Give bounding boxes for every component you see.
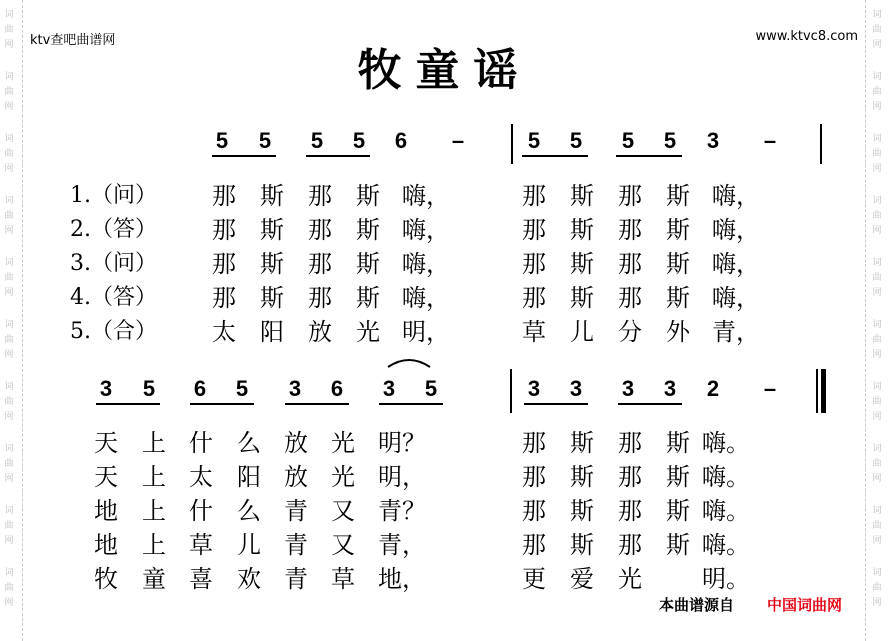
lyric-char: 青 bbox=[284, 497, 308, 525]
side-watermark: 词 曲 网 bbox=[4, 196, 14, 236]
lyric-char: 那 bbox=[618, 250, 642, 278]
side-watermark: 词 曲 网 bbox=[872, 444, 882, 484]
lyric-char: 地 bbox=[94, 531, 118, 559]
lyric-char: 什 bbox=[189, 497, 213, 525]
lyric-char: 那 bbox=[522, 497, 546, 525]
lyric-char: 那 bbox=[618, 463, 642, 491]
lyric-char: 嗨 bbox=[402, 216, 426, 244]
jianpu-note: 5 bbox=[621, 128, 635, 153]
lyric-char: 牧 bbox=[94, 565, 118, 593]
lyric-char: 嗨 bbox=[712, 250, 736, 278]
lyric-char: 欢 bbox=[237, 565, 261, 593]
lyric-char: 那 bbox=[212, 250, 236, 278]
lyric-char: 青 bbox=[284, 565, 308, 593]
lyric-char: 嗨 bbox=[712, 284, 736, 312]
side-watermark: 词 曲 网 bbox=[4, 506, 14, 546]
lyric-char: 斯 bbox=[570, 284, 594, 312]
jianpu-note: 6 bbox=[193, 376, 207, 401]
jianpu-note: 5 bbox=[310, 128, 324, 153]
lyric-punct: ？ bbox=[402, 429, 426, 457]
eighth-note-underline bbox=[522, 155, 588, 157]
side-watermark: 词 曲 网 bbox=[4, 568, 14, 608]
side-watermark: 词 曲 网 bbox=[4, 382, 14, 422]
side-watermark: 词 曲 网 bbox=[872, 568, 882, 608]
lyric-punct: ， bbox=[426, 182, 450, 210]
side-watermark: 词 曲 网 bbox=[4, 134, 14, 174]
lyric-char: 儿 bbox=[570, 318, 594, 346]
lyric-char: 斯 bbox=[570, 182, 594, 210]
side-watermark: 词 曲 网 bbox=[872, 320, 882, 360]
final-barline-thin bbox=[816, 369, 818, 413]
lyric-char: 斯 bbox=[666, 429, 690, 457]
lyric-punct: ， bbox=[402, 463, 426, 491]
lyric-char: 那 bbox=[522, 463, 546, 491]
jianpu-note: 6 bbox=[330, 376, 344, 401]
jianpu-note: 3 bbox=[621, 376, 635, 401]
lyric-char: 那 bbox=[522, 531, 546, 559]
lyric-char: 上 bbox=[142, 497, 166, 525]
verse-label: 4.（答） bbox=[70, 285, 157, 310]
jianpu-note: 5 bbox=[569, 128, 583, 153]
lyric-char: 上 bbox=[142, 531, 166, 559]
lyric-char: 那 bbox=[522, 216, 546, 244]
jianpu-note: 5 bbox=[527, 128, 541, 153]
lyric-punct: ， bbox=[736, 284, 760, 312]
lyric-char: 那 bbox=[308, 250, 332, 278]
lyric-char: 那 bbox=[522, 284, 546, 312]
side-watermark: 词 曲 网 bbox=[4, 10, 14, 50]
song-title: 牧童谣 bbox=[357, 45, 532, 96]
lyric-char: 光 bbox=[331, 463, 355, 491]
side-watermark: 词 曲 网 bbox=[872, 382, 882, 422]
lyric-char: 太 bbox=[212, 318, 236, 346]
lyric-char: 光 bbox=[618, 565, 642, 593]
lyric-char: 地 bbox=[378, 565, 402, 593]
lyric-punct: ， bbox=[736, 216, 760, 244]
lyric-char: 放 bbox=[308, 318, 332, 346]
lyric-char: 放 bbox=[284, 429, 308, 457]
jianpu-note: 3 bbox=[663, 376, 677, 401]
lyric-char: 斯 bbox=[570, 531, 594, 559]
lyric-char: 儿 bbox=[237, 531, 261, 559]
lyric-char: 那 bbox=[618, 497, 642, 525]
lyric-char: 那 bbox=[212, 216, 236, 244]
lyric-char: 爱 bbox=[570, 565, 594, 593]
lyric-char: 草 bbox=[522, 318, 546, 346]
lyric-char: 太 bbox=[189, 463, 213, 491]
lyric-char: 什 bbox=[189, 429, 213, 457]
lyric-char: 斯 bbox=[570, 216, 594, 244]
side-watermark: 词 曲 网 bbox=[872, 196, 882, 236]
lyric-char: 嗨 bbox=[702, 531, 726, 559]
lyric-char: 那 bbox=[618, 284, 642, 312]
barline bbox=[511, 124, 513, 164]
lyric-char: 斯 bbox=[570, 250, 594, 278]
lyric-char: 那 bbox=[308, 216, 332, 244]
lyric-char: 又 bbox=[331, 497, 355, 525]
lyric-char: 草 bbox=[189, 531, 213, 559]
lyric-punct: ， bbox=[736, 182, 760, 210]
lyric-char: 么 bbox=[237, 497, 261, 525]
lyric-punct: ， bbox=[426, 284, 450, 312]
lyric-char: 斯 bbox=[666, 250, 690, 278]
lyric-char: 草 bbox=[331, 565, 355, 593]
eighth-note-underline bbox=[379, 403, 443, 405]
lyric-char: 斯 bbox=[356, 216, 380, 244]
lyric-char: 那 bbox=[212, 182, 236, 210]
lyric-char: 斯 bbox=[260, 182, 284, 210]
lyric-char: 童 bbox=[142, 565, 166, 593]
jianpu-note: 6 bbox=[394, 128, 408, 153]
lyric-char: 青 bbox=[712, 318, 736, 346]
jianpu-note: – bbox=[763, 376, 777, 401]
lyric-punct: 。 bbox=[726, 497, 750, 525]
lyric-char: 嗨 bbox=[712, 216, 736, 244]
eighth-note-underline bbox=[212, 155, 276, 157]
jianpu-note: 3 bbox=[527, 376, 541, 401]
lyric-char: 天 bbox=[94, 429, 118, 457]
lyric-char: 天 bbox=[94, 463, 118, 491]
jianpu-note: 5 bbox=[663, 128, 677, 153]
lyric-char: 光 bbox=[356, 318, 380, 346]
lyric-punct: 。 bbox=[726, 429, 750, 457]
lyric-char: 斯 bbox=[356, 284, 380, 312]
lyric-char: 那 bbox=[308, 284, 332, 312]
lyric-punct: ， bbox=[426, 250, 450, 278]
lyric-char: 那 bbox=[522, 182, 546, 210]
final-barline-thick bbox=[821, 369, 826, 413]
lyric-char: 斯 bbox=[570, 429, 594, 457]
lyric-char: 嗨 bbox=[402, 182, 426, 210]
lyric-char: 斯 bbox=[570, 463, 594, 491]
lyric-char: 青 bbox=[284, 531, 308, 559]
side-watermark: 词 曲 网 bbox=[4, 444, 14, 484]
lyric-punct: 。 bbox=[726, 565, 750, 593]
lyric-char: 光 bbox=[331, 429, 355, 457]
lyric-char: 青 bbox=[378, 497, 402, 525]
jianpu-note: 5 bbox=[142, 376, 156, 401]
lyric-punct: ， bbox=[426, 216, 450, 244]
lyric-char: 更 bbox=[522, 565, 546, 593]
lyric-char: 斯 bbox=[666, 216, 690, 244]
jianpu-note: 3 bbox=[569, 376, 583, 401]
lyric-char: 外 bbox=[666, 318, 690, 346]
jianpu-note: 5 bbox=[215, 128, 229, 153]
lyric-char: 么 bbox=[237, 429, 261, 457]
lyric-char: 嗨 bbox=[702, 497, 726, 525]
lyric-char: 上 bbox=[142, 463, 166, 491]
lyric-char: 斯 bbox=[260, 216, 284, 244]
lyric-char: 明 bbox=[378, 463, 402, 491]
lyric-punct: 。 bbox=[726, 531, 750, 559]
footer-source-prefix: 本曲谱源自 bbox=[659, 596, 735, 614]
jianpu-note: 3 bbox=[382, 376, 396, 401]
lyric-char: 那 bbox=[618, 182, 642, 210]
lyric-char: 那 bbox=[522, 250, 546, 278]
lyric-char: 又 bbox=[331, 531, 355, 559]
jianpu-note: 2 bbox=[706, 376, 720, 401]
lyric-char: 阳 bbox=[237, 463, 261, 491]
tie-arc bbox=[386, 354, 432, 373]
side-watermark: 词 曲 网 bbox=[872, 134, 882, 174]
side-watermark: 词 曲 网 bbox=[872, 506, 882, 546]
jianpu-note: 3 bbox=[99, 376, 113, 401]
lyric-punct: ， bbox=[402, 565, 426, 593]
lyric-char: 斯 bbox=[570, 497, 594, 525]
lyric-char: 地 bbox=[94, 497, 118, 525]
side-watermark: 词 曲 网 bbox=[4, 320, 14, 360]
right-source-label: www.ktvc8.com bbox=[755, 29, 858, 44]
jianpu-note: 5 bbox=[235, 376, 249, 401]
eighth-note-underline bbox=[190, 403, 254, 405]
lyric-char: 那 bbox=[618, 531, 642, 559]
side-watermark: 词 曲 网 bbox=[872, 10, 882, 50]
eighth-note-underline bbox=[618, 403, 682, 405]
lyric-char: 斯 bbox=[666, 531, 690, 559]
left-source-label: ktv查吧曲谱网 bbox=[30, 33, 116, 48]
lyric-char: 阳 bbox=[260, 318, 284, 346]
lyric-char: 分 bbox=[618, 318, 642, 346]
lyric-char: 那 bbox=[212, 284, 236, 312]
eighth-note-underline bbox=[616, 155, 682, 157]
lyric-punct: ？ bbox=[402, 497, 426, 525]
lyric-char: 明 bbox=[402, 318, 426, 346]
lyric-char: 喜 bbox=[189, 565, 213, 593]
lyric-punct: ， bbox=[426, 318, 450, 346]
side-watermark: 词 曲 网 bbox=[4, 72, 14, 112]
jianpu-note: – bbox=[763, 128, 777, 153]
lyric-char: 嗨 bbox=[712, 182, 736, 210]
lyric-char: 斯 bbox=[356, 250, 380, 278]
lyric-char: 斯 bbox=[356, 182, 380, 210]
lyric-punct: ， bbox=[736, 250, 760, 278]
lyric-char: 斯 bbox=[666, 284, 690, 312]
lyric-char: 明 bbox=[702, 565, 726, 593]
eighth-note-underline bbox=[524, 403, 588, 405]
lyric-char: 明 bbox=[378, 429, 402, 457]
eighth-note-underline bbox=[306, 155, 370, 157]
lyric-char: 嗨 bbox=[702, 463, 726, 491]
eighth-note-underline bbox=[96, 403, 160, 405]
jianpu-note: 3 bbox=[288, 376, 302, 401]
lyric-char: 斯 bbox=[666, 497, 690, 525]
jianpu-note: 5 bbox=[424, 376, 438, 401]
lyric-char: 斯 bbox=[260, 250, 284, 278]
lyric-char: 嗨 bbox=[402, 250, 426, 278]
verse-label: 5.（合） bbox=[70, 319, 157, 344]
lyric-char: 那 bbox=[618, 429, 642, 457]
lyric-char: 青 bbox=[378, 531, 402, 559]
jianpu-note: 5 bbox=[352, 128, 366, 153]
barline bbox=[820, 124, 822, 164]
verse-label: 3.（问） bbox=[70, 251, 157, 276]
side-watermark: 词 曲 网 bbox=[872, 72, 882, 112]
lyric-char: 嗨 bbox=[402, 284, 426, 312]
jianpu-note: – bbox=[451, 128, 465, 153]
jianpu-note: 5 bbox=[258, 128, 272, 153]
lyric-char: 斯 bbox=[666, 182, 690, 210]
verse-label: 2.（答） bbox=[70, 217, 157, 242]
barline bbox=[510, 369, 512, 413]
jianpu-note: 3 bbox=[706, 128, 720, 153]
footer-source-link[interactable]: 中国词曲网 bbox=[767, 596, 843, 614]
lyric-punct: ， bbox=[402, 531, 426, 559]
eighth-note-underline bbox=[285, 403, 349, 405]
lyric-char: 上 bbox=[142, 429, 166, 457]
lyric-punct: ， bbox=[736, 318, 760, 346]
lyric-char: 那 bbox=[308, 182, 332, 210]
lyric-char: 那 bbox=[618, 216, 642, 244]
lyric-char: 那 bbox=[522, 429, 546, 457]
side-watermark: 词 曲 网 bbox=[4, 258, 14, 298]
verse-label: 1.（问） bbox=[70, 183, 157, 208]
lyric-char: 斯 bbox=[666, 463, 690, 491]
lyric-char: 放 bbox=[284, 463, 308, 491]
lyric-punct: 。 bbox=[726, 463, 750, 491]
lyric-char: 斯 bbox=[260, 284, 284, 312]
side-watermark: 词 曲 网 bbox=[872, 258, 882, 298]
lyric-char: 嗨 bbox=[702, 429, 726, 457]
